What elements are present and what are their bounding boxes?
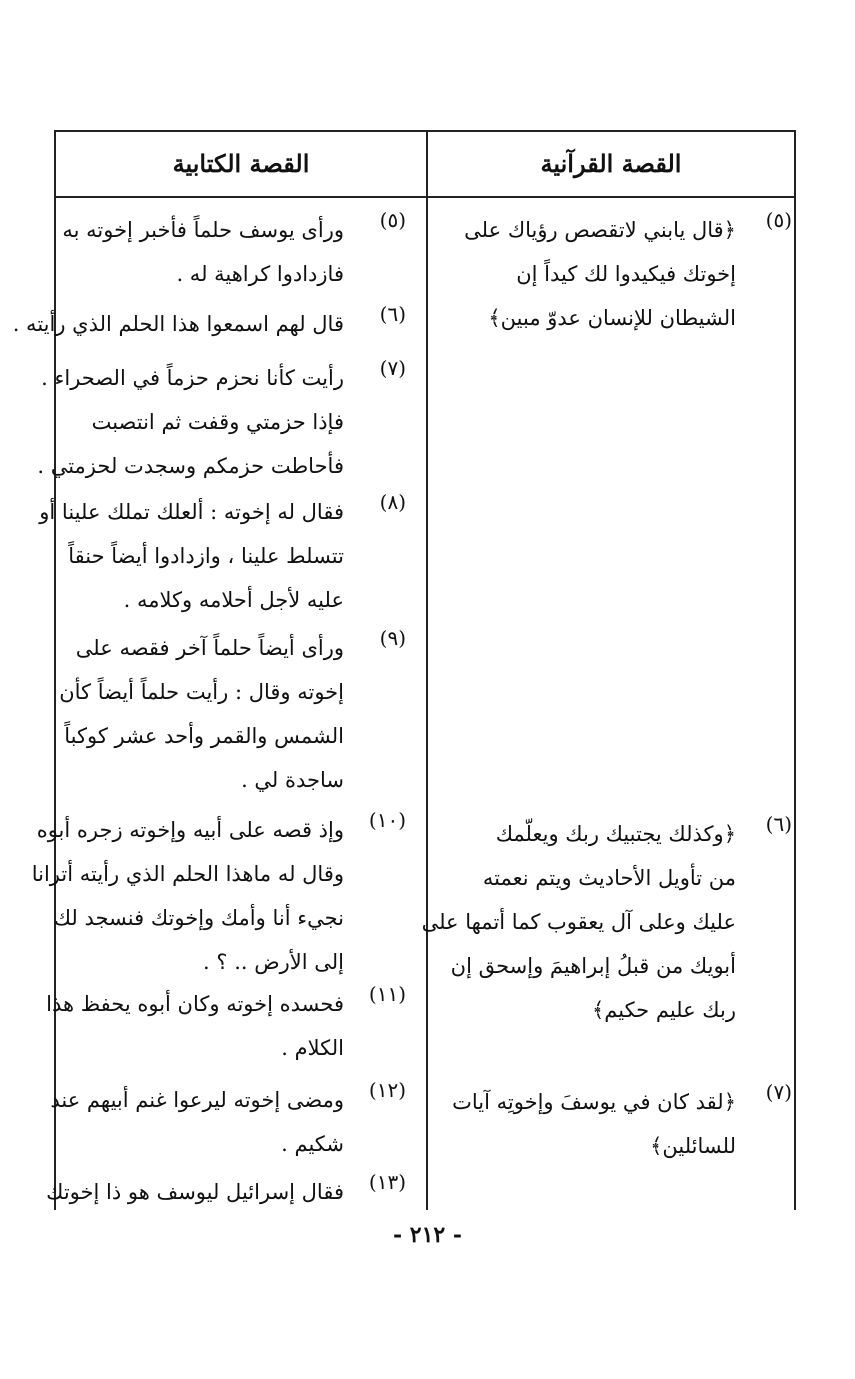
verse-line: قال لهم اسمعوا هذا الحلم الذي رأيته . [12,312,344,336]
quran-entry-6 [421,812,792,1032]
verse-line: تتسلط علينا ، وازدادوا أيضاً حنقاً [68,544,344,568]
verse-line: ومضى إخوته ليرعوا غنم أبيهم عند [50,1088,344,1112]
verse-number: (٧) [765,1080,792,1104]
verse-line: نجيء أنا وأمك وإخوتك فنسجد لك [53,906,344,930]
verse-line: ربك عليم حكيم﴾ [591,998,736,1022]
bible-entry-12 [50,1078,406,1166]
verse-line: فازدادوا كراهية له . [176,262,344,286]
verse-line: رأيت كأنا نحزم حزماً في الصحراء . [41,366,344,390]
verse-line: ورأى أيضاً حلماً آخر فقصه على [75,636,344,660]
verse-number: (١٠) [368,808,406,832]
bible-entry-10 [31,808,406,984]
verse-number: (٥) [379,208,406,232]
bible-entry-7 [37,356,406,488]
verse-line: ﴿قال يابني لاتقصص رؤياك على [464,218,736,242]
verse-line: شكيم . [281,1132,344,1156]
bible-entry-11 [46,982,406,1070]
verse-line: أبويك من قبلُ إبراهيمَ وإسحق إن [450,954,736,978]
verse-line: الشمس والقمر وأحد عشر كوكباً [64,724,344,748]
verse-number: (٩) [379,626,406,650]
verse-line: فأحاطت حزمكم وسجدت لحزمتي . [37,454,344,478]
bible-entry-13 [46,1170,406,1214]
verse-line: عليه لأجل أحلامه وكلامه . [123,588,344,612]
verse-line: من تأويل الأحاديث ويتم نعمته [482,866,736,890]
column-divider [426,132,428,1210]
verse-line: إخوته وقال : رأيت حلماً أيضاً كأن [59,680,344,704]
verse-line: فقال له إخوته : ألعلك تملك علينا أو [39,500,344,524]
verse-line: إخوتك فيكيدوا لك كيداً إن [516,262,736,286]
verse-number: (١٣) [368,1170,406,1194]
verse-number: (١٢) [368,1078,406,1102]
page-number: - ٢١٢ - [392,1222,463,1248]
verse-number: (٥) [765,208,792,232]
verse-number: (٨) [379,490,406,514]
verse-number: (١١) [368,982,406,1006]
verse-number: (٧) [379,356,406,380]
verse-line: الشيطان للإنسان عدوّ مبين﴾ [488,306,736,330]
verse-line: ساجدة لي . [241,768,344,792]
verse-number: (٦) [379,302,406,326]
verse-line: وقال له ماهذا الحلم الذي رأيته أترانا [31,862,344,886]
verse-line: الكلام . [281,1036,344,1060]
verse-line: إلى الأرض .. ؟ . [203,950,344,974]
header-quran-story: القصة القرآنية [540,149,682,178]
verse-line: ورأى يوسف حلماً فأخبر إخوته به [62,218,344,242]
header-divider [56,196,794,198]
bible-entry-6 [12,302,406,346]
verse-number: (٦) [765,812,792,836]
verse-line: للسائلين﴾ [650,1134,736,1158]
verse-line: فإذا حزمتي وقفت ثم انتصبت [91,410,344,434]
quran-entry-5 [442,208,792,340]
verse-line: عليك وعلى آل يعقوب كما أتمها على [421,910,736,934]
comparison-table [12,130,796,1210]
verse-line: ﴿وكذلك يجتبيك ربك ويعلّمك [495,822,736,846]
verse-line: وإذ قصه على أبيه وإخوته زجره أبوه [36,818,344,842]
quran-entry-7 [442,1080,792,1168]
bible-entry-8 [39,490,406,622]
verse-line: فقال إسرائيل ليوسف هو ذا إخوتك [46,1180,344,1204]
verse-line: فحسده إخوته وكان أبوه يحفظ هذا [46,992,344,1016]
header-bible-story: القصة الكتابية [172,149,310,178]
bible-entry-5 [62,208,406,296]
verse-line: ﴿لقد كان في يوسفَ وإخوتِه آيات [452,1090,736,1114]
bible-entry-9 [59,626,406,802]
